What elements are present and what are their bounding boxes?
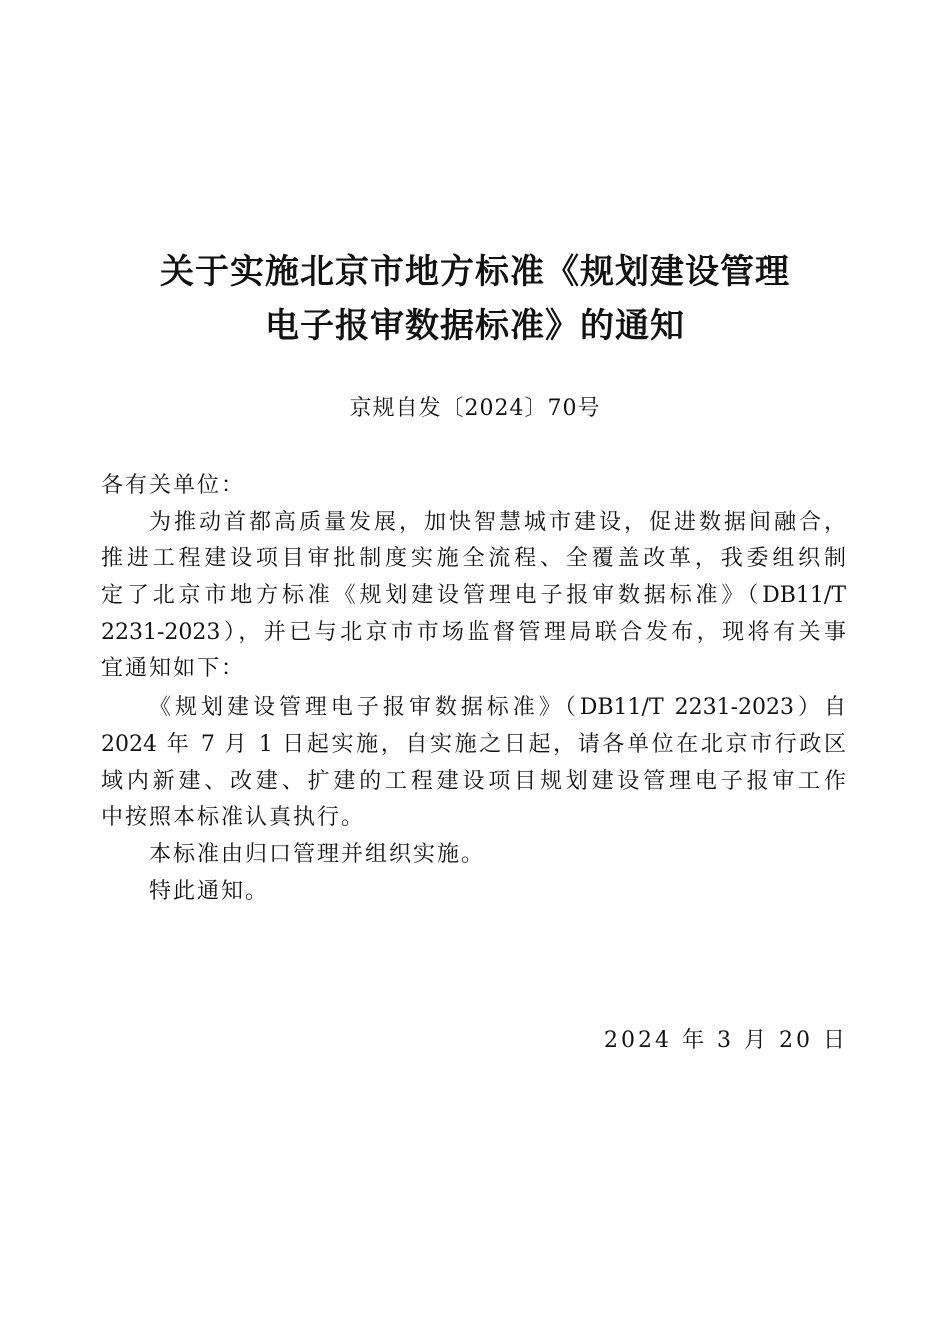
document-number: 京规自发〔2024〕70号	[349, 396, 601, 421]
document-title-line-2: 电子报审数据标准》的通知	[265, 306, 685, 346]
paragraph-1-line-3: 定了北京市地方标准《规划建设管理电子报审数据标准》（DB11/T	[101, 583, 846, 608]
paragraph-4: 特此通知。	[149, 879, 270, 904]
paragraph-2-line-3: 域内新建、改建、扩建的工程建设项目规划建设管理电子报审工作	[101, 769, 846, 794]
paragraph-1-line-5: 宜通知如下：	[101, 656, 246, 681]
paragraph-1-line-1: 为推动首都高质量发展，加快智慧城市建设，促进数据间融合，	[149, 510, 846, 535]
issue-date: 2024 年 3 月 20 日	[604, 1028, 848, 1053]
salutation: 各有关单位：	[101, 473, 246, 498]
paragraph-2-line-4: 中按照本标准认真执行。	[101, 805, 366, 830]
paragraph-2-line-2: 2024 年 7 月 1 日起实施，自实施之日起，请各单位在北京市行政区	[101, 732, 846, 757]
paragraph-1-line-2: 推进工程建设项目审批制度实施全流程、全覆盖改革，我委组织制	[101, 546, 846, 571]
document-title-line-1: 关于实施北京市地方标准《规划建设管理	[160, 252, 790, 292]
paragraph-2-line-1: 《规划建设管理电子报审数据标准》（DB11/T 2231-2023）自	[149, 695, 846, 720]
paragraph-1-line-4: 2231-2023），并已与北京市市场监督管理局联合发布，现将有关事	[101, 620, 846, 645]
paragraph-3: 本标准由归口管理并组织实施。	[149, 842, 486, 867]
